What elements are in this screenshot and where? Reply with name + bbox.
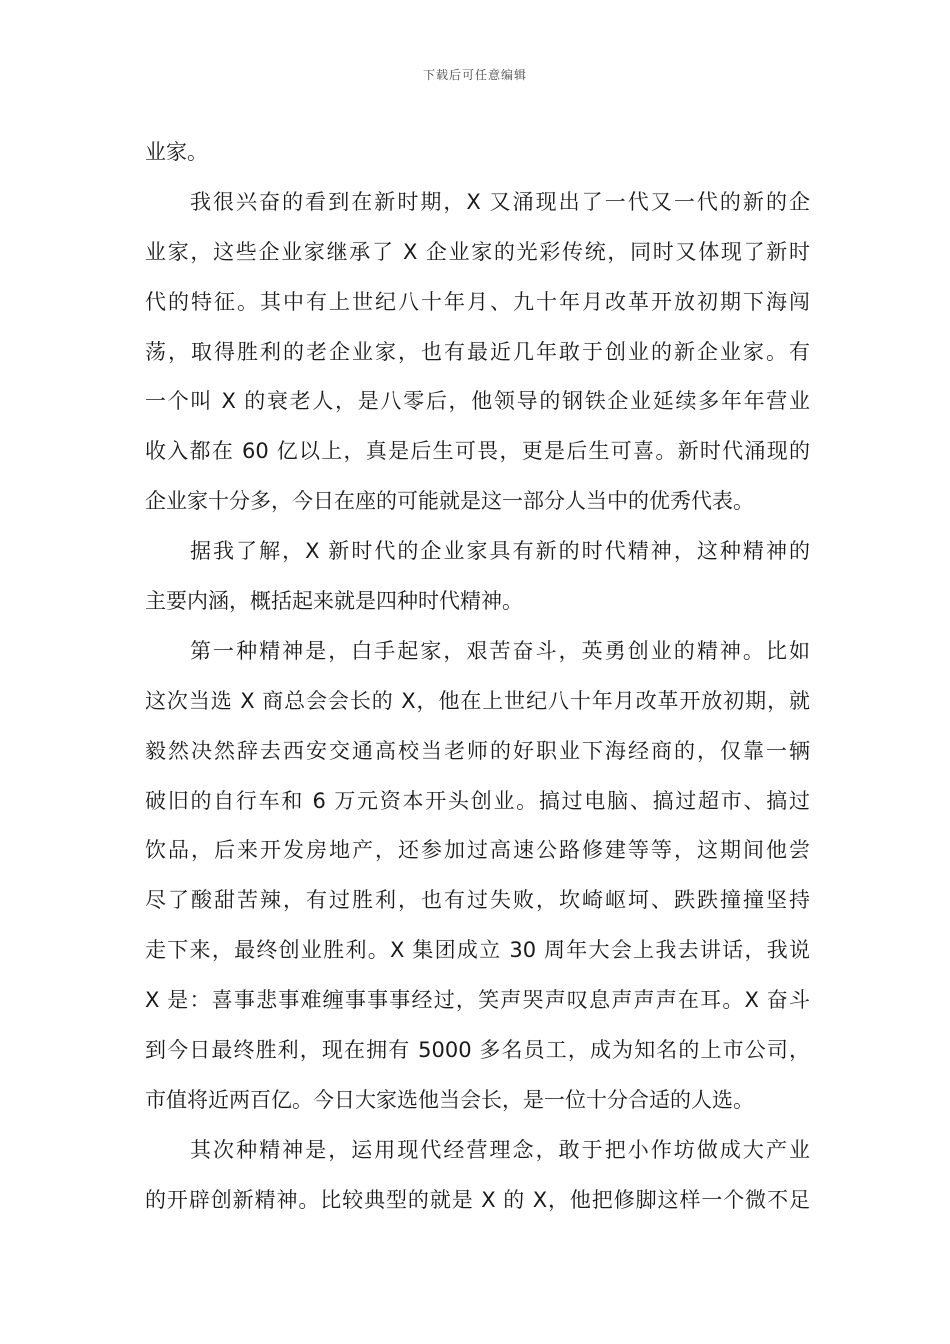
paragraph-line: 这次当选 X 商总会会长的 X，他在上世纪八十年月改革开放初期，就 xyxy=(145,688,810,713)
paragraph-line: 荡，取得胜利的老企业家，也有最近几年敢于创业的新企业家。有 xyxy=(145,339,810,364)
paragraph-line: 饮品，后来开发房地产，还参加过高速公路修建等等，这期间他尝 xyxy=(145,838,810,863)
paragraph-line: 尽了酸甜苦辣，有过胜利，也有过失败，坎崎岖坷、跌跌撞撞坚持 xyxy=(145,888,810,913)
paragraph-line: 收入都在 60 亿以上，真是后生可畏，更是后生可喜。新时代涌现的 xyxy=(145,439,810,464)
paragraph-line: 到今日最终胜利，现在拥有 5000 多名员工，成为知名的上市公司， xyxy=(145,1038,810,1063)
paragraph-line: 据我了解，X 新时代的企业家具有新的时代精神，这种精神的 xyxy=(190,539,810,564)
paragraph-line: 毅然决然辞去西安交通高校当老师的好职业下海经商的，仅靠一辆 xyxy=(145,738,810,763)
paragraph-line: 第一种精神是，白手起家，艰苦奋斗，英勇创业的精神。比如 xyxy=(190,638,810,663)
paragraph-line: 其次种精神是，运用现代经营理念，敢于把小作坊做成大产业 xyxy=(190,1137,810,1162)
page-header: 下载后可任意编辑 xyxy=(422,68,527,82)
paragraph-line: 一个叫 X 的衰老人，是八零后，他领导的钢铁企业延续多年年营业 xyxy=(145,389,810,414)
paragraph-line: 的开辟创新精神。比较典型的就是 X 的 X，他把修脚这样一个微不足 xyxy=(145,1187,810,1212)
paragraph-line: 走下来，最终创业胜利。X 集团成立 30 周年大会上我去讲话，我说 xyxy=(145,938,810,963)
paragraph-line: 我很兴奋的看到在新时期，X 又涌现出了一代又一代的新的企 xyxy=(190,189,810,214)
body-text xyxy=(145,128,810,1226)
paragraph-line: 破旧的自行车和 6 万元资本开头创业。搞过电脑、搞过超市、搞过 xyxy=(145,788,810,813)
paragraph-line: 代的特征。其中有上世纪八十年月、九十年月改革开放初期下海闯 xyxy=(145,289,810,314)
paragraph-line: 企业家十分多，今日在座的可能就是这一部分人当中的优秀代表。 xyxy=(145,489,754,514)
paragraph-line: 业家，这些企业家继承了 X 企业家的光彩传统，同时又体现了新时 xyxy=(145,239,810,264)
paragraph-line: X 是：喜事悲事难缠事事事经过，笑声哭声叹息声声声在耳。X 奋斗 xyxy=(145,988,810,1013)
paragraph-line: 市值将近两百亿。今日大家选他当会长，是一位十分合适的人选。 xyxy=(145,1087,754,1112)
paragraph-line: 主要内涵，概括起来就是四种时代精神。 xyxy=(145,589,523,614)
paragraph-line: 业家。 xyxy=(145,140,208,164)
